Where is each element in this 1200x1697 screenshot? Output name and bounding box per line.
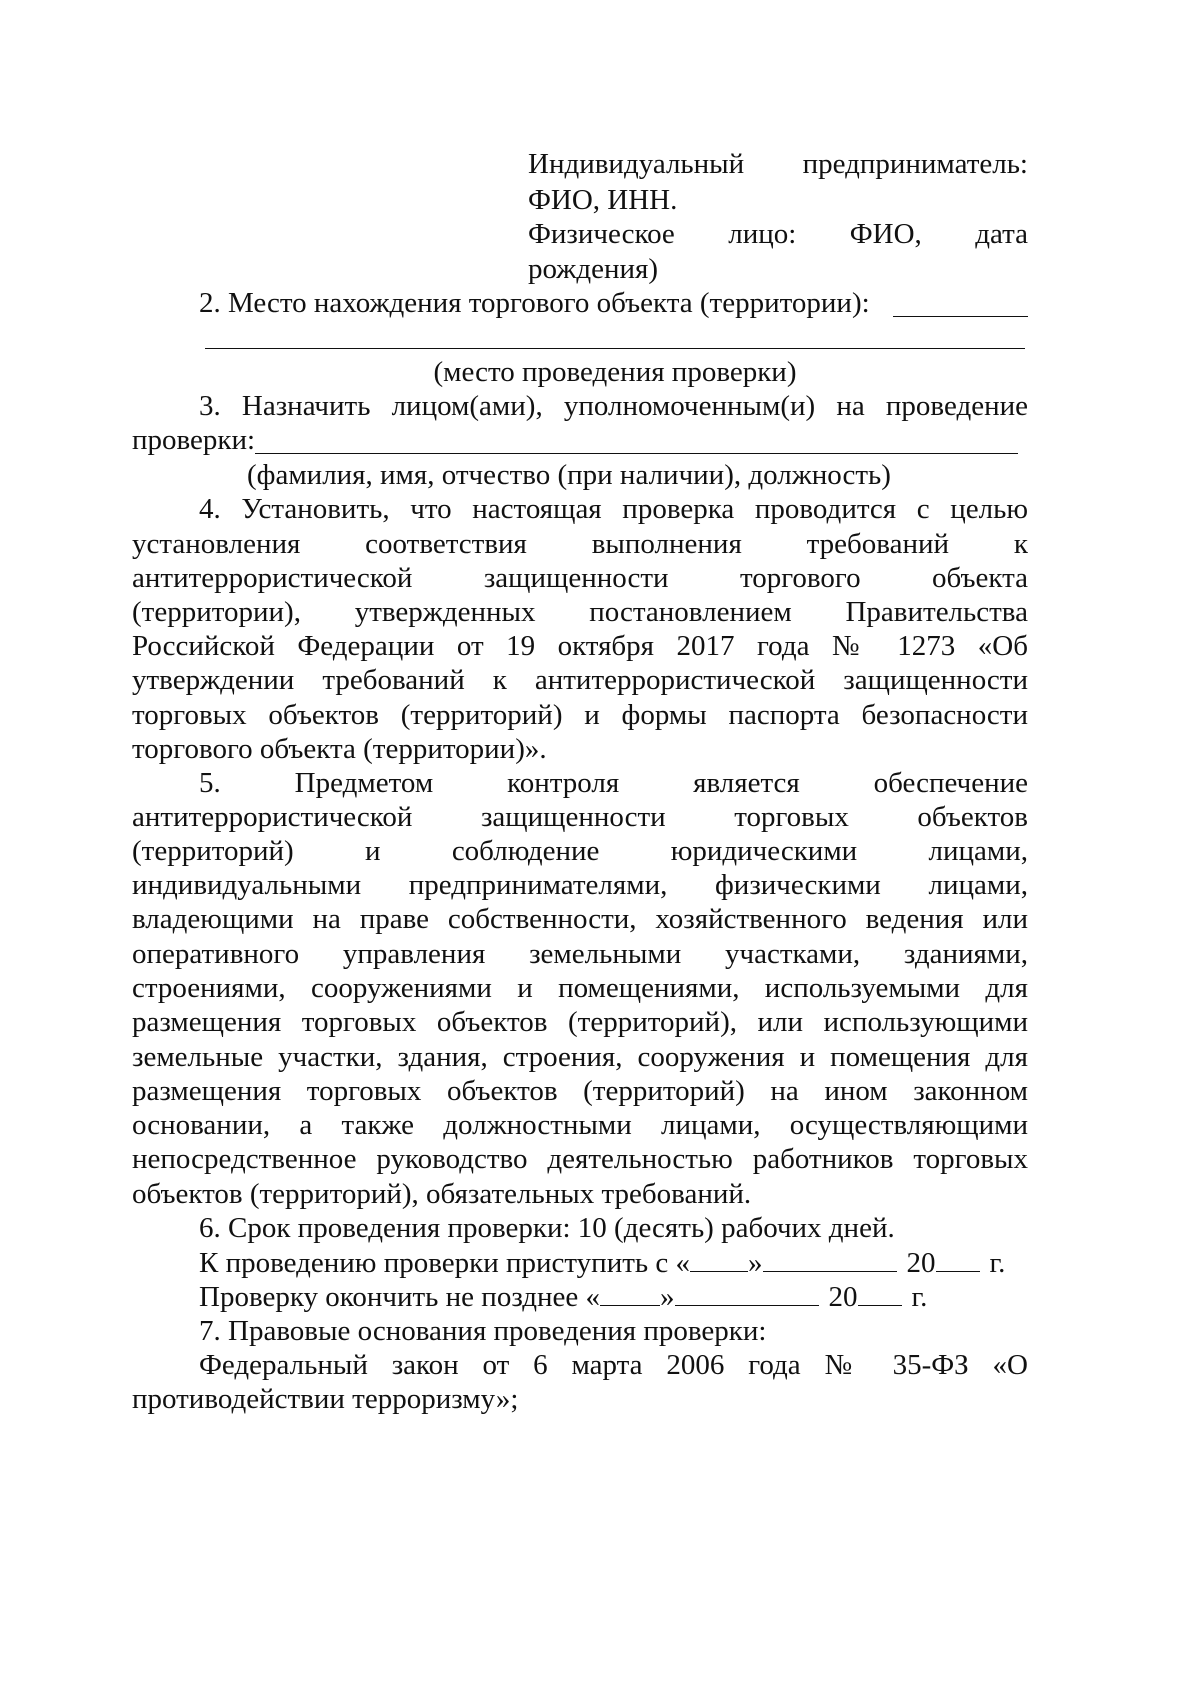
item-4-line-6: утверждении требований к антитеррористической защищенности xyxy=(132,664,1028,696)
item-5-line-6: оперативного управления земельными участками, зданиями, xyxy=(132,938,1028,970)
item-4-line-5: Российской Федерации от 19 октября 2017 года № 1273 «Об xyxy=(132,630,1028,662)
start-day-blank xyxy=(690,1244,748,1272)
addressee-line-3: Физическое лицо: ФИО, дата xyxy=(528,218,1028,250)
end-quote-close: » xyxy=(660,1281,675,1313)
start-quote-close: » xyxy=(748,1247,763,1279)
end-month-blank xyxy=(675,1278,819,1306)
item-4-line-7: торговых объектов (территорий) и формы паспорта безопасности xyxy=(132,699,1028,731)
item-5-line-2: антитеррористической защищенности торговых объектов xyxy=(132,801,1028,833)
item-5-line-8: размещения торговых объектов (территорий), или использующими xyxy=(132,1006,1028,1038)
place-full-blank-line xyxy=(205,348,1025,349)
item-3-line-2: проверки: xyxy=(132,424,256,456)
end-day-blank xyxy=(600,1278,660,1306)
item-5-line-10: размещения торговых объектов (территорий) на ином законном xyxy=(132,1075,1028,1107)
item-4-line-8: торгового объекта (территории)». xyxy=(132,733,547,765)
end-year-suffix: г. xyxy=(911,1281,928,1313)
item-6-line-1: 6. Срок проведения проверки: 10 (десять) рабочих дней. xyxy=(199,1212,895,1244)
start-date-line xyxy=(199,1244,1005,1282)
item-3-caption: (фамилия, имя, отчество (при наличии), должность) xyxy=(247,459,891,491)
addressee-line-1: Индивидуальный предприниматель: xyxy=(528,148,1028,180)
item-7-line-3: противодействии терроризму»; xyxy=(132,1383,519,1415)
item-4-line-3: антитеррористической защищенности торгового объекта xyxy=(132,562,1028,594)
inspector-blank-line xyxy=(255,453,1018,454)
start-year-suffix: г. xyxy=(989,1247,1006,1279)
item-4-line-4: (территории), утвержденных постановлением Правительства xyxy=(132,596,1028,628)
item-7-line-1: 7. Правовые основания проведения проверки: xyxy=(199,1315,767,1347)
item-5-line-4: индивидуальными предпринимателями, физическими лицами, xyxy=(132,869,1028,901)
item-4-line-2: установления соответствия выполнения требований к xyxy=(132,528,1028,560)
end-date-line xyxy=(199,1278,927,1316)
item-5-line-3: (территорий) и соблюдение юридическими лицами, xyxy=(132,835,1028,867)
item-5-line-1: 5. Предметом контроля является обеспечение xyxy=(199,767,1028,799)
start-month-blank xyxy=(763,1244,897,1272)
end-year-prefix: 20 xyxy=(828,1281,858,1313)
end-date-prefix: Проверку окончить не позднее « xyxy=(199,1281,601,1313)
item-5-line-11: основании, а также должностными лицами, осуществляющими xyxy=(132,1109,1028,1141)
item-3-line-1: 3. Назначить лицом(ами), уполномоченным(и) на проведение xyxy=(199,390,1028,422)
item-5-line-9: земельные участки, здания, строения, сооружения и помещения для xyxy=(132,1041,1028,1073)
item-5-line-13: объектов (территорий), обязательных требований. xyxy=(132,1178,752,1210)
item-2-caption: (место проведения проверки) xyxy=(433,356,797,388)
addressee-line-2: ФИО, ИНН. xyxy=(528,184,678,216)
end-year-blank xyxy=(858,1278,902,1306)
item-2-text: 2. Место нахождения торгового объекта (территории): xyxy=(199,287,870,319)
addressee-line-4: рождения) xyxy=(528,253,658,285)
item-7-line-2: Федеральный закон от 6 марта 2006 года № 35-ФЗ «О xyxy=(199,1349,1028,1381)
item-5-line-12: непосредственное руководство деятельностью работников торговых xyxy=(132,1143,1028,1175)
place-blank-line xyxy=(893,316,1028,317)
item-5-line-5: владеющими на праве собственности, хозяйственного ведения или xyxy=(132,903,1028,935)
item-4-line-1: 4. Установить, что настоящая проверка проводится с целью xyxy=(199,493,1028,525)
start-year-blank xyxy=(936,1244,980,1272)
start-year-prefix: 20 xyxy=(906,1247,936,1279)
item-5-line-7: строениями, сооружениями и помещениями, используемыми для xyxy=(132,972,1028,1004)
start-date-prefix: К проведению проверки приступить с « xyxy=(199,1247,690,1279)
